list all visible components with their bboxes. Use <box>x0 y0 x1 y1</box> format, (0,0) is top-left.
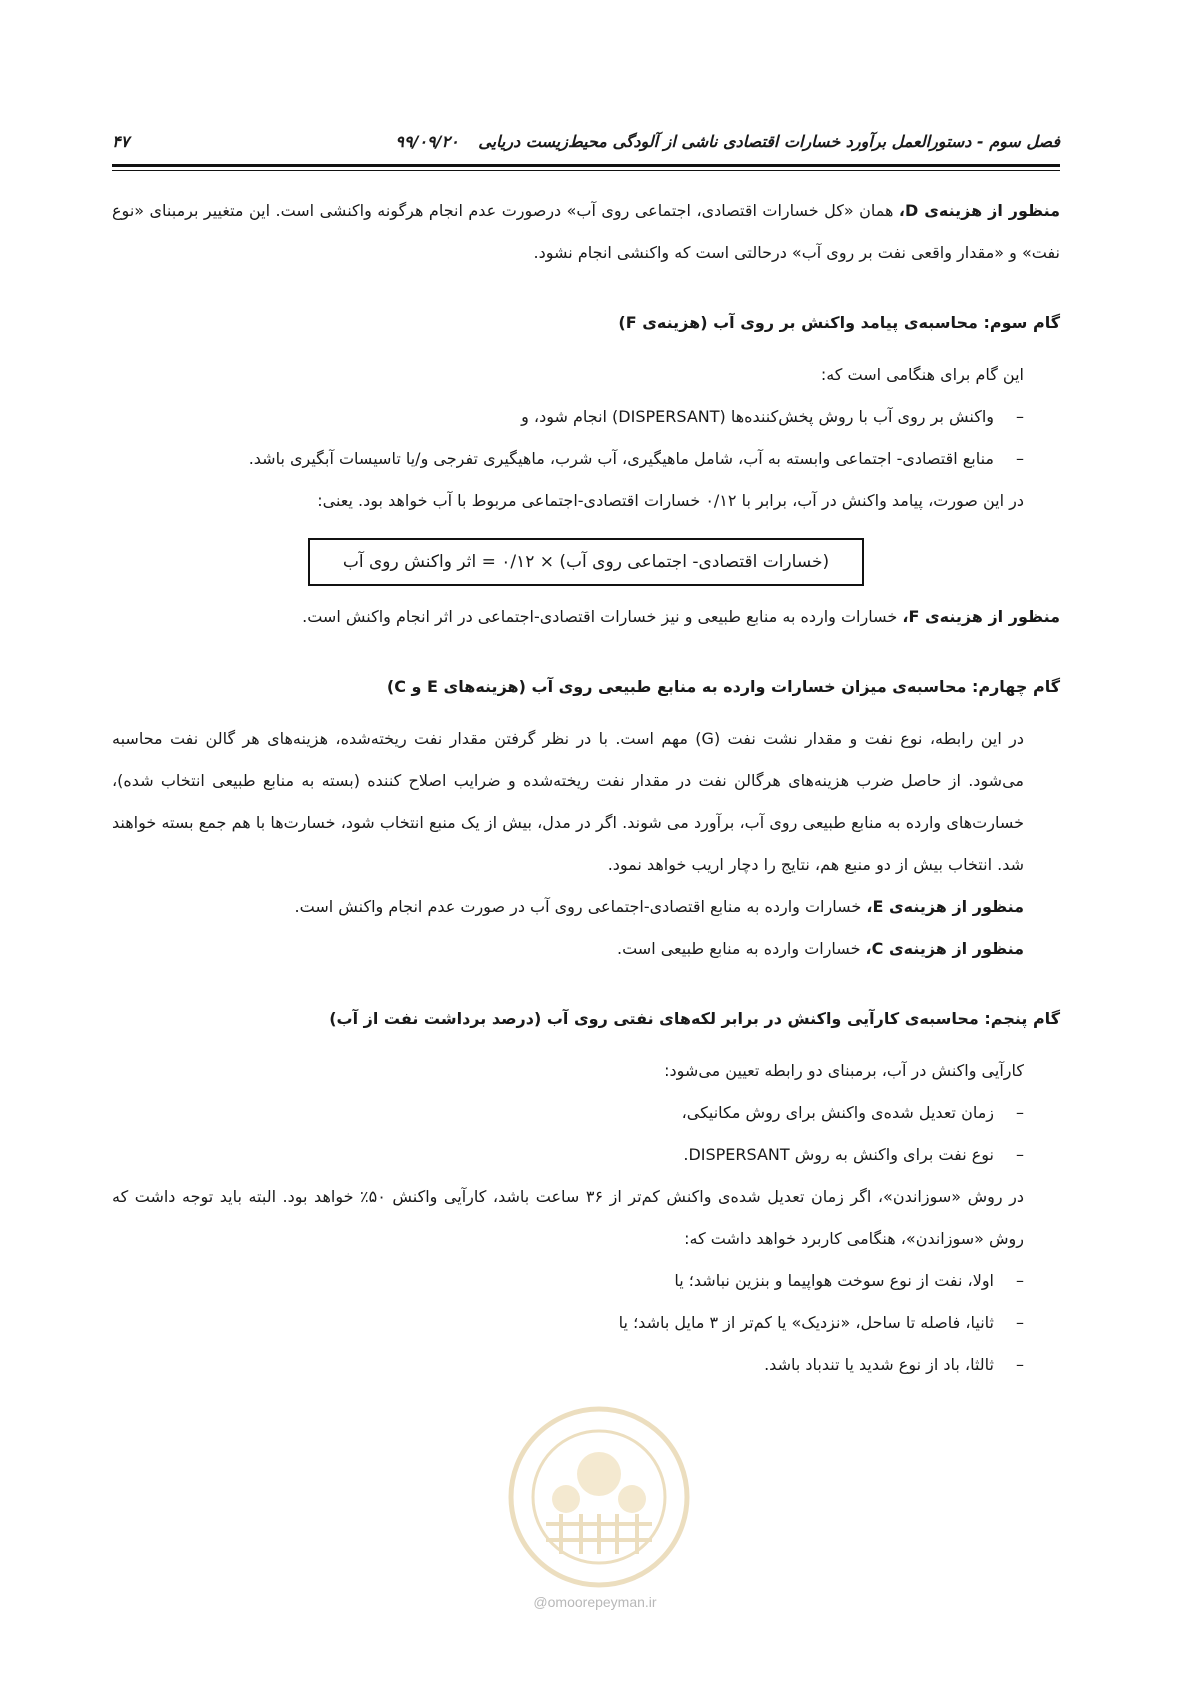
header-date: ۹۹/۰۹/۲۰ <box>395 132 459 151</box>
header-rule-thin <box>112 170 1060 171</box>
footer-site: @omoorepeyman.ir <box>533 1594 657 1610</box>
step3-list <box>112 396 1060 480</box>
d-definition-text: همان «کل خسارات اقتصادی، اجتماعی روی آب» درصورت عدم انجام هرگونه واکنشی است. این متغییر برمبنای «نوع نفت» و «مقدار واقعی نفت بر روی آب» درحالتی است که واکنشی انجام نشود. <box>112 201 1060 262</box>
header-title <box>395 132 1060 151</box>
formula-container <box>112 538 1060 586</box>
list-item: – نوع نفت برای واکنش به روش DISPERSANT. <box>112 1134 1024 1176</box>
chapter-title: فصل سوم - دستورالعمل برآورد خسارات اقتصادی ناشی از آلودگی محیط‌زیست دریایی <box>478 132 1060 151</box>
step4-paragraph: در این رابطه، نوع نفت و مقدار نشت نفت (G) مهم است. با در نظر گرفتن مقدار نفت ریخته‌شده، هزینه‌های هر گالن نفت محاسبه می‌شود. از حاصل ضرب هزینه‌های هرگالن نفت در مقدار نفت ریخته‌شده و ضرایب اصلاح کننده (بسته به منابع طبیعی انتخاب شده)، خسارت‌های وارده به منابع طبیعی روی آب، برآورد می شوند. اگر در مدل، بیش از یک منبع انتخاب شود، خسارت‌ها با هم جمع بسته خواهند شد. انتخاب بیش از دو منبع هم، نتایج را دچار اریب خواهد نمود. <box>112 729 1025 874</box>
d-definition-label: منظور از هزینه‌ی D، <box>898 201 1061 220</box>
formula-box: (خسارات اقتصادی- اجتماعی روی آب) × ۰/۱۲ = اثر واکنش روی آب <box>308 538 864 586</box>
f-definition <box>112 596 1060 638</box>
list-item: – اولا، نفت از نوع سوخت هواپیما و بنزین نباشد؛ یا <box>112 1260 1024 1302</box>
c-definition <box>112 928 1060 970</box>
list-item: – ثالثا، باد از نوع شدید یا تندباد باشد. <box>112 1344 1024 1386</box>
c-definition-text: خسارات وارده به منابع طبیعی است. <box>616 939 866 958</box>
running-header <box>112 132 1060 158</box>
list-item: – ثانیا، فاصله تا ساحل، «نزدیک» یا کم‌تر از ۳ مایل باشد؛ یا <box>112 1302 1024 1344</box>
step3-result: در این صورت، پیامد واکنش در آب، برابر با ۰/۱۲ خسارات اقتصادی-اجتماعی مربوط با آب خواهد بود. یعنی: <box>317 491 1024 510</box>
step5-list <box>112 1092 1060 1176</box>
step3-heading: گام سوم: محاسبه‌ی پیامد واکنش بر روی آب (هزینه‌ی F) <box>618 313 1060 332</box>
seal-logo-icon <box>506 1404 692 1590</box>
step3-intro: این گام برای هنگامی است که: <box>820 365 1024 384</box>
f-definition-text: خسارات وارده به منابع طبیعی و نیز خسارات اقتصادی-اجتماعی در اثر انجام واکنش است. <box>302 607 903 626</box>
header-rule-thick <box>112 164 1060 167</box>
f-definition-label: منظور از هزینه‌ی F، <box>902 607 1060 626</box>
step5-heading: گام پنجم: محاسبه‌ی کارآیی واکنش در برابر لکه‌های نفتی روی آب (درصد برداشت نفت از آب) <box>329 1009 1060 1028</box>
e-definition <box>112 886 1060 928</box>
e-definition-label: منظور از هزینه‌ی E، <box>866 897 1024 916</box>
page-number: ۴۷ <box>112 132 130 151</box>
step5-conditions <box>112 1260 1060 1386</box>
list-item: – منابع اقتصادی- اجتماعی وابسته به آب، شامل ماهیگیری، آب شرب، ماهیگیری تفرجی و/یا تاسیسات آبگیری باشد. <box>112 438 1024 480</box>
list-item: – زمان تعدیل شده‌ی واکنش برای روش مکانیکی، <box>112 1092 1024 1134</box>
c-definition-label: منظور از هزینه‌ی C، <box>865 939 1024 958</box>
step5-paragraph: در روش «سوزاندن»، اگر زمان تعدیل شده‌ی واکنش کم‌تر از ۳۶ ساعت باشد، کارآیی واکنش ۵۰٪ خواهد بود. البته باید توجه داشت که روش «سوزاندن»، هنگامی کاربرد خواهد داشت که: <box>112 1187 1024 1248</box>
d-definition <box>112 190 1060 274</box>
step5-intro: کارآیی واکنش در آب، برمبنای دو رابطه تعیین می‌شود: <box>664 1061 1024 1080</box>
page-content <box>112 190 1060 1386</box>
list-item: – واکنش بر روی آب با روش پخش‌کننده‌ها (DISPERSANT) انجام شود، و <box>112 396 1024 438</box>
step4-heading: گام چهارم: محاسبه‌ی میزان خسارات وارده به منابع طبیعی روی آب (هزینه‌های E و C) <box>386 677 1060 696</box>
e-definition-text: خسارات وارده به منابع اقتصادی-اجتماعی روی آب در صورت عدم انجام واکنش است. <box>294 897 867 916</box>
